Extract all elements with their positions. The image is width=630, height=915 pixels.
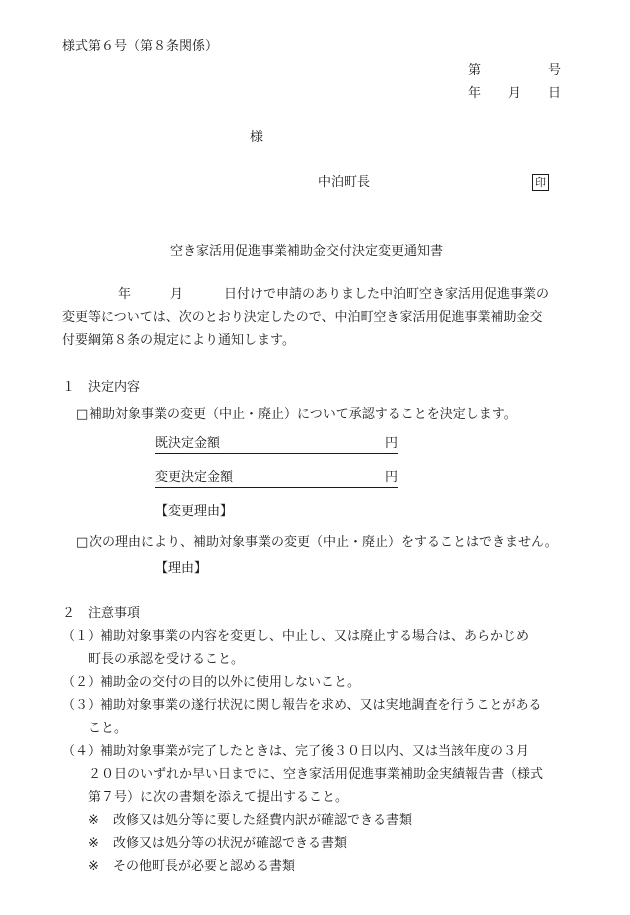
- note-text: 改修又は処分等に要した経費内訳が確認できる書類: [113, 813, 413, 828]
- note-item-line: こと。: [88, 721, 128, 736]
- date-year: 年: [468, 86, 482, 101]
- document-title: 空き家活用促進事業補助金交付決定変更通知書: [170, 244, 444, 259]
- note-item-number: （２）: [62, 675, 102, 690]
- changed-amount-label: 変更決定金額: [155, 470, 234, 485]
- note-item-line: ２０日のいずれか早い日までに、空き家活用促進事業補助金実績報告書（様式: [88, 767, 544, 782]
- approve-checkbox[interactable]: □: [76, 407, 89, 422]
- reject-text: 次の理由により、補助対象事業の変更（中止・廃止）をすることはできません。: [89, 535, 558, 550]
- intro-line2: 変更等については、次のとおり決定したので、中泊町空き家活用促進事業補助金交: [62, 310, 543, 325]
- date-day: 日: [548, 86, 562, 101]
- changed-amount-yen: 円: [385, 470, 399, 485]
- section2-heading: ２ 注意事項: [62, 606, 141, 621]
- number-prefix: 第: [468, 63, 482, 78]
- note-item-number: （１）: [62, 629, 102, 644]
- note-item-number: （４）: [62, 744, 102, 759]
- note-mark: ※: [88, 813, 99, 828]
- previous-amount-yen: 円: [385, 436, 399, 451]
- note-item-line: 第７号）に次の書類を添えて提出すること。: [88, 790, 349, 805]
- note-item-number: （３）: [62, 698, 102, 713]
- intro-year: 年: [118, 287, 132, 302]
- note-text: 改修又は処分等の状況が確認できる書類: [113, 836, 348, 851]
- note-item-line: 補助金の交付の目的以外に使用しないこと。: [100, 675, 361, 690]
- addressee-suffix: 様: [250, 130, 264, 145]
- note-item-line: 補助対象事業が完了したときは、完了後３０日以内、又は当該年度の３月: [100, 744, 530, 759]
- change-reason-label: 【変更理由】: [155, 504, 234, 519]
- issuer-name: 中泊町長: [318, 175, 371, 190]
- note-item-line: 町長の承認を受けること。: [88, 652, 245, 667]
- form-label: 様式第６号（第８条関係）: [62, 39, 219, 54]
- intro-line3: 付要綱第８条の規定により通知します。: [62, 333, 295, 348]
- approve-text: 補助対象事業の変更（中止・廃止）について承認することを決定します。: [89, 407, 517, 422]
- section1-heading: １ 決定内容: [62, 380, 141, 395]
- number-suffix: 号: [548, 63, 562, 78]
- seal-mark: 印: [532, 174, 549, 191]
- note-mark: ※: [88, 859, 99, 874]
- note-item-line: 補助対象事業の内容を変更し、中止し、又は廃止する場合は、あらかじめ: [100, 629, 530, 644]
- reason-label: 【理由】: [155, 561, 208, 576]
- note-text: その他町長が必要と認める書類: [113, 859, 296, 874]
- date-month: 月: [508, 86, 522, 101]
- previous-amount-label: 既決定金額: [155, 436, 221, 451]
- note-item-line: 補助対象事業の遂行状況に関し報告を求め、又は実地調査を行うことがある: [100, 698, 542, 713]
- intro-month: 月: [170, 287, 184, 302]
- reject-checkbox[interactable]: □: [76, 535, 89, 550]
- intro-line1: 日付けで申請のありました中泊町空き家活用促進事業の: [224, 287, 550, 302]
- note-mark: ※: [88, 836, 99, 851]
